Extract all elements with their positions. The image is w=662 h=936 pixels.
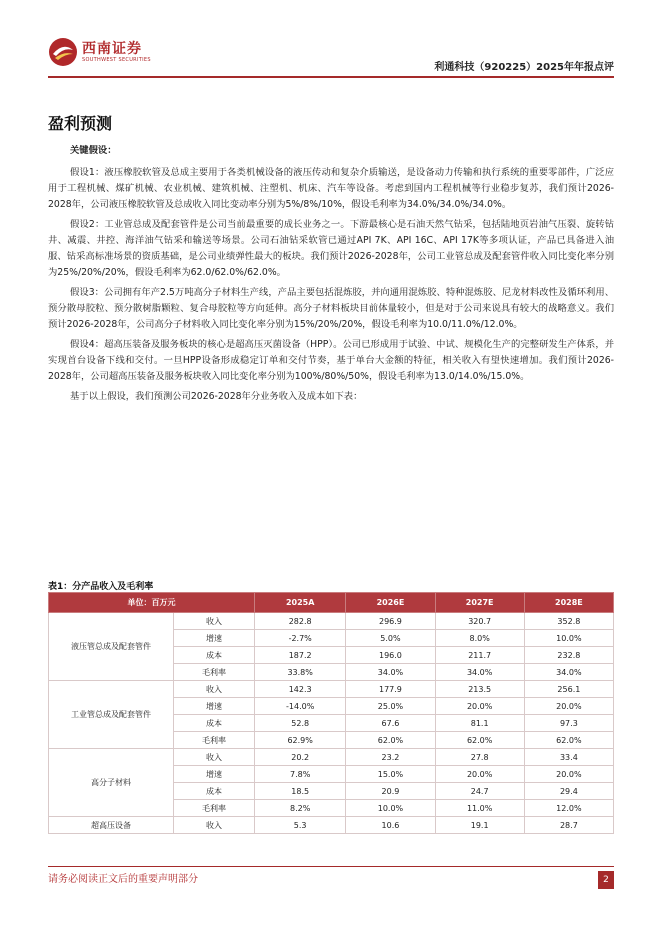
value-cell: 23.2 <box>346 749 435 766</box>
value-cell: 20.0% <box>524 698 613 715</box>
value-cell: 352.8 <box>524 613 613 630</box>
value-cell: 296.9 <box>346 613 435 630</box>
assumption-paragraph: 假设2：工业管总成及配套管件是公司当前最重要的成长业务之一。下游最核心是石油天然气钻采，包括陆地页岩油气压裂、旋转钻井、减震、井控、海洋油气钻采和输送等场景。公司石油钻采软管已通过API 7K、API 16C、API 17K等多项认证，产品已具备进入油服、钻采高标准场景的资质基础，是公司业绩弹性最大的板块。我们预计2026-2028年，公司工业管总成及配套管件收入同比变化率分别为25%/20%/20%，假设毛利率为62.0/62.0%/62.0%。 <box>48 219 614 278</box>
value-cell: 20.0% <box>435 698 524 715</box>
table-row <box>49 681 614 698</box>
value-cell: 10.6 <box>346 817 435 834</box>
value-cell: 211.7 <box>435 647 524 664</box>
metric-cell: 收入 <box>174 681 255 698</box>
value-cell: 187.2 <box>255 647 346 664</box>
disclaimer-note: 请务必阅读正文后的重要声明部分 <box>48 874 198 885</box>
segment-name-cell: 工业管总成及配套管件 <box>49 681 174 749</box>
metric-cell: 增速 <box>174 630 255 647</box>
value-cell: 97.3 <box>524 715 613 732</box>
value-cell: -14.0% <box>255 698 346 715</box>
assumption-paragraph: 假设3：公司拥有年产2.5万吨高分子材料生产线，产品主要包括混炼胶，并向通用混炼胶、特种混炼胶、尼龙材料改性及循环利用、预分散母胶粒、预分散树脂颗粒、复合母胶粒等方向延伸。高分子材料板块目前体量较小，但是对于公司来说具有较大的战略意义。我们预计2026-2028年，公司高分子材料收入同比变化率分别为15%/20%/20%，假设毛利率为10.0/11.0%/12.0%。 <box>48 287 614 330</box>
year-header: 2028E <box>524 593 613 613</box>
value-cell: 62.0% <box>435 732 524 749</box>
value-cell: -2.7% <box>255 630 346 647</box>
value-cell: 11.0% <box>435 800 524 817</box>
metric-cell: 增速 <box>174 766 255 783</box>
segment-name-cell: 高分子材料 <box>49 749 174 817</box>
value-cell: 10.0% <box>346 800 435 817</box>
assumptions-body <box>48 143 614 409</box>
value-cell: 34.0% <box>524 664 613 681</box>
segment-name-cell: 液压管总成及配套管件 <box>49 613 174 681</box>
segment-name-cell: 超高压设备 <box>49 817 174 834</box>
value-cell: 20.0% <box>435 766 524 783</box>
value-cell: 33.4 <box>524 749 613 766</box>
assumption-paragraph: 假设4：超高压装备及服务板块的核心是超高压灭菌设备（HPP）。公司已形成用于试验、中试、规模化生产的完整研发生产体系，并实现首台设备下线和交付。一旦HPP设备形成稳定订单和交付节奏，基于单台大金额的特征，相关收入有望快速增加。我们预计2026-2028年，公司超高压装备及服务板块收入同比变化率分别为100%/80%/50%，假设毛利率为13.0/14.0%/15.0%。 <box>48 339 614 382</box>
value-cell: 282.8 <box>255 613 346 630</box>
metric-cell: 成本 <box>174 647 255 664</box>
value-cell: 8.2% <box>255 800 346 817</box>
table-title: 表1：分产品收入及毛利率 <box>48 582 154 592</box>
table-body <box>49 613 614 834</box>
value-cell: 8.0% <box>435 630 524 647</box>
header-divider <box>48 76 614 78</box>
value-cell: 5.0% <box>346 630 435 647</box>
value-cell: 52.8 <box>255 715 346 732</box>
value-cell: 142.3 <box>255 681 346 698</box>
value-cell: 24.7 <box>435 783 524 800</box>
year-header: 2026E <box>346 593 435 613</box>
metric-cell: 收入 <box>174 749 255 766</box>
value-cell: 25.0% <box>346 698 435 715</box>
value-cell: 34.0% <box>435 664 524 681</box>
revenue-margin-table <box>48 592 614 834</box>
value-cell: 256.1 <box>524 681 613 698</box>
value-cell: 5.3 <box>255 817 346 834</box>
value-cell: 29.4 <box>524 783 613 800</box>
metric-cell: 毛利率 <box>174 732 255 749</box>
value-cell: 62.0% <box>524 732 613 749</box>
year-header: 2027E <box>435 593 524 613</box>
table-row <box>49 817 614 834</box>
footer-divider <box>48 866 614 867</box>
value-cell: 20.0% <box>524 766 613 783</box>
table-header-row <box>49 593 614 613</box>
value-cell: 177.9 <box>346 681 435 698</box>
value-cell: 10.0% <box>524 630 613 647</box>
value-cell: 7.8% <box>255 766 346 783</box>
value-cell: 196.0 <box>346 647 435 664</box>
unit-header: 单位：百万元 <box>49 593 255 613</box>
table-row <box>49 749 614 766</box>
value-cell: 27.8 <box>435 749 524 766</box>
value-cell: 213.5 <box>435 681 524 698</box>
metric-cell: 成本 <box>174 715 255 732</box>
section-title: 盈利预测 <box>48 114 113 133</box>
value-cell: 20.9 <box>346 783 435 800</box>
metric-cell: 收入 <box>174 613 255 630</box>
year-header: 2025A <box>255 593 346 613</box>
metric-cell: 毛利率 <box>174 800 255 817</box>
table-row <box>49 613 614 630</box>
metric-cell: 收入 <box>174 817 255 834</box>
value-cell: 62.0% <box>346 732 435 749</box>
value-cell: 232.8 <box>524 647 613 664</box>
report-title: 利通科技（920225）2025年年报点评 <box>434 62 614 73</box>
page-header <box>48 30 614 76</box>
value-cell: 67.6 <box>346 715 435 732</box>
assumption-paragraph: 假设1：液压橡胶软管及总成主要用于各类机械设备的液压传动和复杂介质输送，是设备动力传输和执行系统的重要零部件，广泛应用于工程机械、煤矿机械、农业机械、建筑机械、注塑机、机床、汽车等设备。考虑到国内工程机械等行业稳步复苏，我们预计2026-2028年，公司液压橡胶软管及总成收入同比变动率分别为5%/8%/10%，假设毛利率为34.0%/34.0%/34.0%。 <box>48 167 614 210</box>
page-number: 2 <box>598 871 614 889</box>
logo-name-en: SOUTHWEST SECURITIES <box>82 56 151 63</box>
key-assumptions-label: 关键假设： <box>70 145 117 156</box>
value-cell: 62.9% <box>255 732 346 749</box>
value-cell: 20.2 <box>255 749 346 766</box>
value-cell: 320.7 <box>435 613 524 630</box>
value-cell: 12.0% <box>524 800 613 817</box>
value-cell: 15.0% <box>346 766 435 783</box>
value-cell: 33.8% <box>255 664 346 681</box>
value-cell: 18.5 <box>255 783 346 800</box>
value-cell: 19.1 <box>435 817 524 834</box>
value-cell: 81.1 <box>435 715 524 732</box>
metric-cell: 增速 <box>174 698 255 715</box>
company-logo <box>48 34 151 70</box>
metric-cell: 毛利率 <box>174 664 255 681</box>
summary-paragraph: 基于以上假设，我们预测公司2026-2028年分业务收入及成本如下表： <box>70 391 363 402</box>
southwest-securities-logo-icon <box>48 37 78 67</box>
value-cell: 34.0% <box>346 664 435 681</box>
metric-cell: 成本 <box>174 783 255 800</box>
logo-name-cn: 西南证券 <box>82 40 142 57</box>
value-cell: 28.7 <box>524 817 613 834</box>
